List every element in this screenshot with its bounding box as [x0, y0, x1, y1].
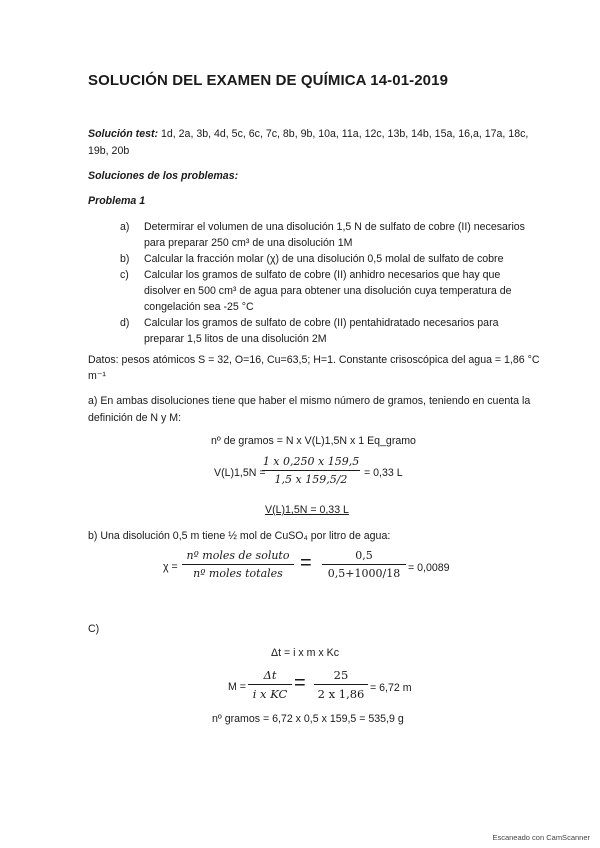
part-c-grams: nº gramos = 6,72 x 0,5 x 159,5 = 535,9 g	[212, 713, 404, 725]
problem-list	[120, 219, 525, 345]
part-c-fraction-1	[248, 668, 292, 701]
item-a-label: a)	[120, 221, 130, 233]
problems-heading: Soluciones de los problemas:	[88, 170, 239, 182]
part-a-fraction-bar	[262, 470, 360, 471]
part-c-label: C)	[88, 623, 100, 635]
part-b-numerator-2: 0,5	[355, 549, 373, 562]
part-c-m-label: M =	[228, 681, 246, 693]
part-a-v-label: V(L)1,5N =	[214, 467, 266, 479]
part-c-numerator-2: 25	[333, 668, 349, 682]
part-a-line-1: a) En ambas disoluciones tiene que haber el mismo número de gramos, teniendo en cuenta la	[88, 395, 531, 407]
part-c-formula: Δt = i x m x Kc	[271, 647, 340, 659]
part-c-fraction-2	[314, 668, 368, 701]
datos-line-2: m⁻¹	[88, 370, 106, 382]
item-c-line-2: disolver en 500 cm³ de agua para obtener una disolución cuya temperatura de	[144, 285, 512, 297]
part-c-denominator-1: i x KC	[252, 687, 288, 701]
part-b-fraction-2	[322, 549, 406, 580]
test-label: Solución test:	[88, 128, 159, 140]
part-a-denominator: 1,5 x 159,5/2	[274, 473, 348, 486]
part-c-fraction-bar-1	[248, 684, 292, 685]
part-a-fraction	[262, 455, 360, 486]
item-b-label: b)	[120, 253, 130, 265]
part-b-equals: =	[300, 552, 312, 574]
part-b-chi: χ =	[163, 561, 178, 573]
part-b-denominator-1: nº moles totales	[193, 567, 283, 580]
part-c-result: = 6,72 m	[370, 682, 412, 694]
part-a-v-result: = 0,33 L	[364, 467, 403, 479]
part-b-line: b) Una disolución 0,5 m tiene ½ mol de CuSO₄ por litro de agua:	[88, 530, 391, 542]
item-a-line-1: Determirar el volumen de una disolución 1,5 N de sulfato de cobre (II) necesarios	[144, 221, 525, 233]
datos-line-1: Datos: pesos atómicos S = 32, O=16, Cu=63,5; H=1. Constante crisoscópica del agua = 1,86 °C	[88, 354, 540, 366]
part-c-denominator-2: 2 x 1,86	[317, 687, 365, 701]
part-b-fraction-bar-1	[182, 564, 294, 565]
part-a-formula: nº de gramos = N x V(L)1,5N x 1 Eq_gramo	[211, 435, 416, 447]
scanner-watermark: Escaneado con CamScanner	[492, 833, 590, 842]
test-line-1: 1d, 2a, 3b, 4d, 5c, 6c, 7c, 8b, 9b, 10a, 11a, 12c, 13b, 14b, 15a, 16,a, 17a, 18c,	[161, 128, 529, 140]
item-c-line-1: Calcular los gramos de sulfato de cobre (II) anhidro necesarios que hay que	[144, 269, 501, 281]
item-b-line-1: Calcular la fracción molar (χ) de una disolución 0,5 molal de sulfato de cobre	[144, 253, 504, 265]
test-answers	[88, 126, 528, 143]
item-d-label: d)	[120, 317, 130, 329]
problem1-heading: Problema 1	[88, 195, 146, 207]
part-c-equals: =	[294, 672, 306, 694]
part-a-final: V(L)1,5N = 0,33 L	[265, 504, 349, 516]
item-d-line-1: Calcular los gramos de sulfato de cobre (II) pentahidratado necesarios para	[144, 317, 499, 329]
page-title: SOLUCIÓN DEL EXAMEN DE QUÍMICA 14-01-2019	[88, 72, 449, 89]
part-b-numerator-1: nº moles de soluto	[186, 549, 290, 562]
part-b-fraction-1	[182, 549, 294, 580]
part-a-line-2: definición de N y M:	[88, 412, 182, 424]
part-a-numerator: 1 x 0,250 x 159,5	[262, 455, 360, 468]
part-c-numerator-1: Δt	[263, 668, 277, 682]
test-line-2: 19b, 20b	[88, 145, 130, 157]
part-b-fraction-bar-2	[322, 564, 406, 565]
part-b-denominator-2: 0,5+1000/18	[327, 567, 401, 580]
item-c-line-3: congelación sea -25 °C	[144, 301, 254, 313]
part-c-fraction-bar-2	[314, 684, 368, 685]
item-a-line-2: para preparar 250 cm³ de una disolución 1M	[144, 237, 353, 249]
item-c-label: c)	[120, 269, 129, 281]
part-b-result: = 0,0089	[408, 562, 450, 574]
item-d-line-2: preparar 1,5 litos de una disolución 2M	[144, 333, 327, 345]
